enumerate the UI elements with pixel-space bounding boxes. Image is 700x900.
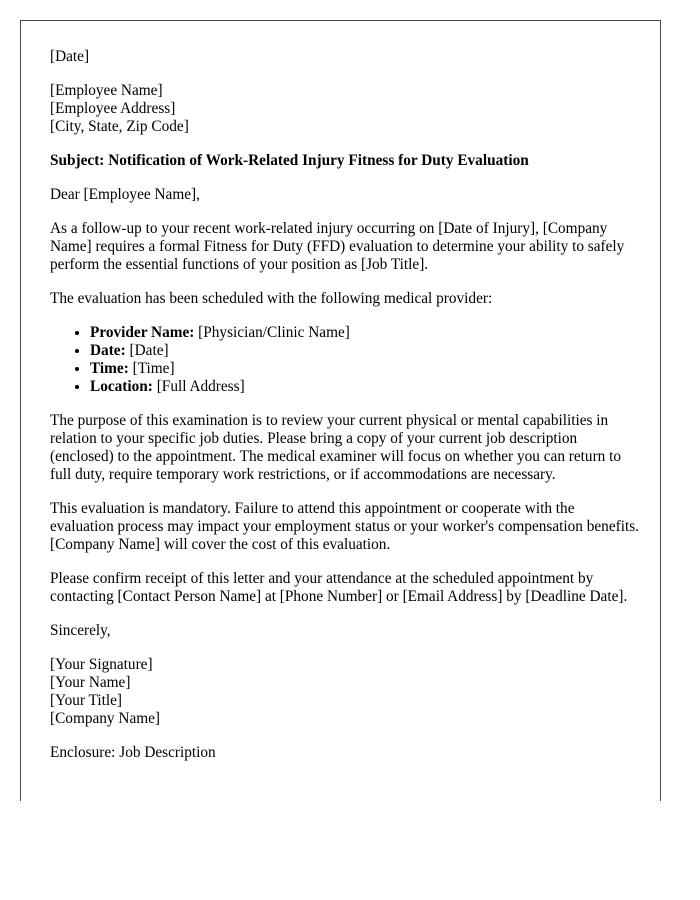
detail-label: Time:	[90, 360, 129, 377]
recipient-address-block	[50, 82, 640, 136]
detail-value: [Time]	[128, 360, 175, 377]
recipient-address: [Employee Address]	[50, 100, 176, 117]
sender-company: [Company Name]	[50, 710, 161, 727]
detail-label: Location:	[90, 378, 153, 395]
subject-line: Subject: Notification of Work-Related Injury Fitness for Duty Evaluation	[50, 152, 529, 169]
paragraph-mandatory-notice: This evaluation is mandatory. Failure to attend this appointment or cooperate with the evaluation process may impact your employment status or your worker's compensation benefits. [Company Name] will cover the cost of this evaluation.	[50, 500, 639, 553]
salutation: Dear [Employee Name],	[50, 186, 200, 203]
signature-placeholder: [Your Signature]	[50, 656, 153, 673]
paragraph-evaluation-scheduled: The evaluation has been scheduled with the following medical provider:	[50, 290, 493, 307]
sender-name: [Your Name]	[50, 674, 131, 691]
signature-block	[50, 656, 640, 728]
enclosure-note: Enclosure: Job Description	[50, 744, 216, 761]
sender-title: [Your Title]	[50, 692, 122, 709]
paragraph-injury-followup: As a follow-up to your recent work-related injury occurring on [Date of Injury], [Company Name] requires a formal Fitness for Duty (FFD) evaluation to determine your ability to safely perform the essential functions of your position as [Job Title].	[50, 220, 625, 273]
paragraph-exam-purpose: The purpose of this examination is to review your current physical or mental capabilities in relation to your specific job duties. Please bring a copy of your current job description (enclosed) to the appointment. The medical examiner will focus on whether you can return to full duty, require temporary work restrictions, or if accommodations are necessary.	[50, 412, 622, 483]
paragraph-confirm-receipt: Please confirm receipt of this letter and your attendance at the scheduled appointment by contacting [Contact Person Name] at [Phone Number] or [Email Address] by [Deadline Date].	[50, 570, 628, 605]
closing: Sincerely,	[50, 622, 111, 639]
recipient-city-state-zip: [City, State, Zip Code]	[50, 118, 189, 135]
detail-location	[90, 378, 640, 396]
letter-page	[20, 20, 661, 801]
date-text: [Date]	[50, 48, 90, 65]
detail-value: [Date]	[125, 342, 169, 359]
letter-date	[50, 48, 640, 66]
letter-content	[50, 48, 640, 778]
recipient-name: [Employee Name]	[50, 82, 163, 99]
detail-label: Provider Name:	[90, 324, 195, 341]
detail-date	[90, 342, 640, 360]
detail-provider-name	[90, 324, 640, 342]
detail-value: [Physician/Clinic Name]	[194, 324, 350, 341]
appointment-details-list	[50, 324, 640, 396]
detail-label: Date:	[90, 342, 126, 359]
detail-time	[90, 360, 640, 378]
detail-value: [Full Address]	[152, 378, 245, 395]
